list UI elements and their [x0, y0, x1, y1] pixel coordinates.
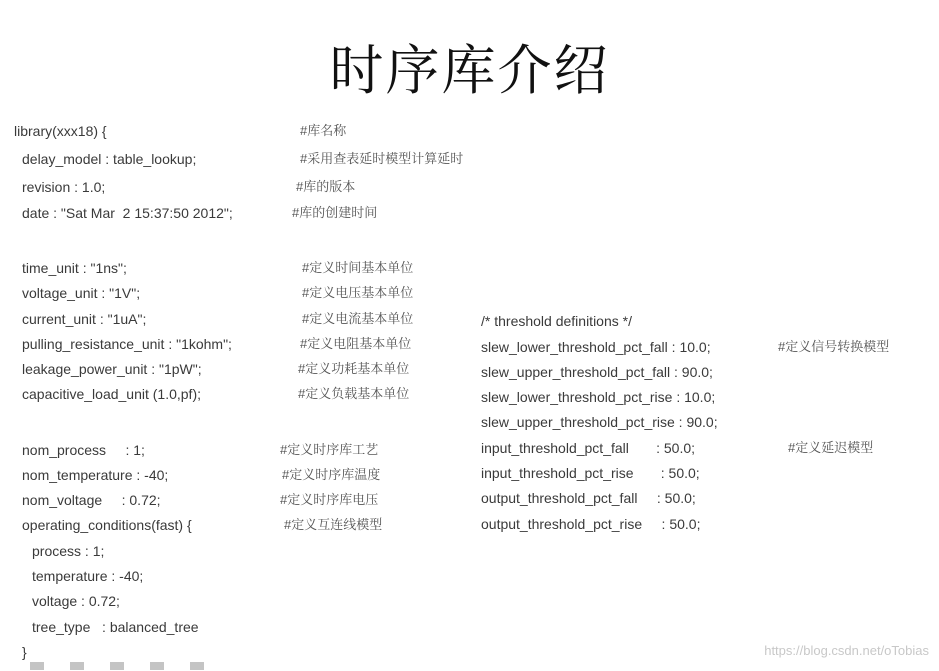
- code-line: time_unit : "1ns";: [22, 260, 127, 276]
- code-comment: #库的创建时间: [292, 205, 378, 220]
- code-comment: #定义时间基本单位: [302, 260, 414, 275]
- code-line: }: [22, 644, 27, 660]
- code-comment: #采用查表延时模型计算延时: [300, 151, 464, 166]
- code-line: capacitive_load_unit (1.0,pf);: [22, 386, 201, 402]
- code-line: current_unit : "1uA";: [22, 311, 147, 327]
- code-line: library(xxx18) {: [14, 123, 107, 139]
- code-line: output_threshold_pct_fall : 50.0;: [481, 490, 696, 506]
- code-comment: #库名称: [300, 123, 347, 138]
- code-line: date : "Sat Mar 2 15:37:50 2012";: [22, 205, 233, 221]
- cropped-text-fragment: [30, 662, 220, 670]
- code-line: slew_upper_threshold_pct_fall : 90.0;: [481, 364, 713, 380]
- code-comment: #定义功耗基本单位: [298, 361, 410, 376]
- code-line: nom_temperature : -40;: [22, 467, 169, 483]
- code-line: input_threshold_pct_fall : 50.0;: [481, 440, 696, 456]
- code-comment: #定义时序库温度: [282, 467, 381, 482]
- code-line: /* threshold definitions */: [481, 313, 632, 329]
- slide-title: 时序库介绍: [329, 39, 610, 102]
- code-comment: #定义信号转换模型: [778, 339, 890, 354]
- code-line: leakage_power_unit : "1pW";: [22, 361, 202, 377]
- code-comment: #定义时序库工艺: [280, 442, 379, 457]
- code-comment: #定义负载基本单位: [298, 386, 410, 401]
- code-line: slew_lower_threshold_pct_rise : 10.0;: [481, 389, 716, 405]
- code-line: process : 1;: [32, 543, 105, 559]
- code-comment: #库的版本: [296, 179, 356, 194]
- code-line: voltage_unit : "1V";: [22, 285, 141, 301]
- code-line: tree_type : balanced_tree: [32, 619, 199, 635]
- code-line: temperature : -40;: [32, 568, 144, 584]
- code-comment: #定义延迟模型: [788, 440, 874, 455]
- code-line: operating_conditions(fast) {: [22, 517, 192, 533]
- code-comment: #定义电压基本单位: [302, 285, 414, 300]
- code-comment: #定义时序库电压: [280, 492, 379, 507]
- code-line: slew_upper_threshold_pct_rise : 90.0;: [481, 414, 718, 430]
- code-line: input_threshold_pct_rise : 50.0;: [481, 465, 700, 481]
- code-line: nom_voltage : 0.72;: [22, 492, 161, 508]
- watermark: https://blog.csdn.net/oTobias: [764, 643, 929, 658]
- code-comment: #定义电流基本单位: [302, 311, 414, 326]
- code-comment: #定义电阻基本单位: [300, 336, 412, 351]
- code-comment: #定义互连线模型: [284, 517, 383, 532]
- code-line: voltage : 0.72;: [32, 593, 120, 609]
- code-line: output_threshold_pct_rise : 50.0;: [481, 516, 701, 532]
- code-line: nom_process : 1;: [22, 442, 145, 458]
- code-line: slew_lower_threshold_pct_fall : 10.0;: [481, 339, 711, 355]
- code-line: pulling_resistance_unit : "1kohm";: [22, 336, 232, 352]
- code-line: revision : 1.0;: [22, 179, 106, 195]
- code-line: delay_model : table_lookup;: [22, 151, 197, 167]
